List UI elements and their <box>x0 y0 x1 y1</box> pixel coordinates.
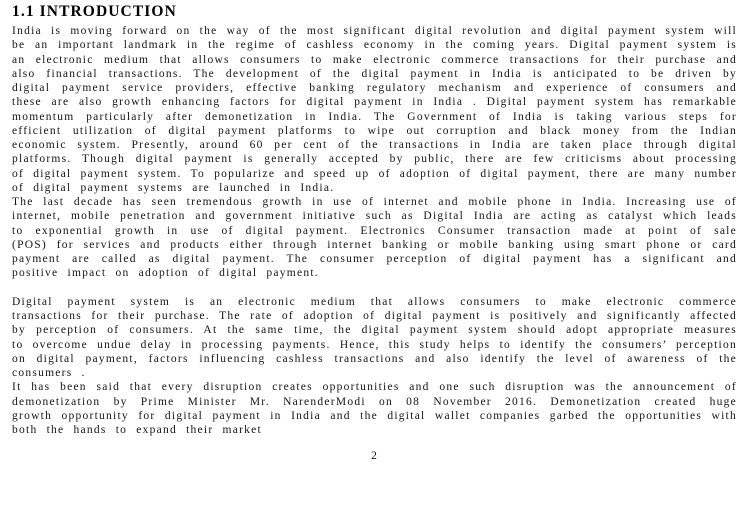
paragraph-demonetization: It has been said that every disruption creates opportunities and one such disruption was the announcement of demonetization by Prime Minister Mr. NarenderModi on 08 November 2016. Demonetization created huge growth opportunity for digital payment in India and the digital wallet companies garbed the opportunities with both the hands to expand their market <box>12 381 737 436</box>
paragraph-study-purpose: Digital payment system is an electronic medium that allows consumers to make electronic commerce transactions for their purchase. The rate of adoption of digital payment is positively and significantly affected by perception of consumers. At the same time, the digital payment system should adopt appropriate measures to overcome undue delay in processing payments. Hence, this study helps to identify the consumers’ perception on digital payment, factors influencing cashless transactions and also identify the level of awareness of the consumers . <box>12 295 737 379</box>
paragraph-growth: The last decade has seen tremendous growth in use of internet and mobile phone in India. Increasing use of internet, mobile penetration and government initiative such as Digital India are acting as catalyst which leads to exponential growth in use of digital payment. Electronics Consumer transaction made at point of sale (POS) for services and products either through internet banking or mobile banking using smart phone or card payment are called as digital payment. The consumer perception of digital payment has a significant and positive impact on adoption of digital payment. <box>12 196 737 280</box>
paragraph-intro: India is moving forward on the way of the most significant digital revolution and digital payment system will be an important landmark in the regime of cashless economy in the coming years. Digital payment system is an electronic medium that allows consumers to make electronic commerce transactions for their purchase and also financial transactions. The development of the digital payment in India is anticipated to be driven by digital payment service providers, effective banking regulatory mechanism and experience of consumers and these are also growth enhancing factors for digital payment in India . Digital payment system has remarkable momentum particularly after demonetization in India. The Government of India is taking various steps for efficient utilization of digital payment platforms to wipe out corruption and black money from the Indian economic system. Presently, around 60 per cent of the transactions in India are taken place through digital platforms. Though digital payment is generally accepted by public, there are few criticisms about processing of digital payment system. To popularize and speed up of adoption of digital payment, there are many number of digital payment systems are launched in India. <box>12 25 737 194</box>
page-number: 2 <box>371 450 378 463</box>
section-heading: 1.1 INTRODUCTION <box>12 3 177 20</box>
